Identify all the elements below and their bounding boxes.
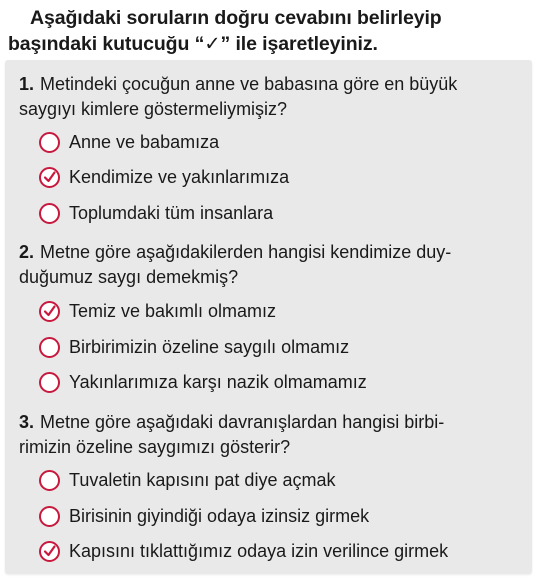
option-label: Kendimize ve yakınlarımıza: [69, 166, 290, 187]
answer-option[interactable]: [39, 466, 335, 494]
radio-circle-icon[interactable]: [39, 470, 60, 491]
question-1-text: [19, 72, 522, 122]
answer-option[interactable]: [39, 128, 219, 156]
question-line: Metne göre aşağıdakilerden hangisi kendimize duy-: [40, 242, 452, 262]
option-label: Anne ve babamıza: [69, 131, 220, 152]
question-line: Metindeki çocuğun anne ve babasına göre en büyük: [40, 74, 458, 94]
checkmark-icon: [42, 303, 58, 319]
checkmark-icon: [42, 169, 58, 185]
option-label: Kapısını tıklattığımız odaya izin verilince girmek: [69, 540, 449, 561]
answer-option[interactable]: [39, 297, 276, 325]
answer-option[interactable]: [39, 368, 367, 396]
question-line: duğumuz saygı demekmiş?: [19, 267, 239, 287]
radio-circle-icon[interactable]: [39, 132, 60, 153]
answer-option[interactable]: [39, 502, 369, 530]
answer-option[interactable]: [39, 537, 448, 565]
radio-circle-icon[interactable]: [39, 301, 60, 322]
option-label: Yakınlarımıza karşı nazik olmamamız: [69, 371, 367, 392]
answer-option[interactable]: [39, 199, 273, 227]
question-line: saygıyı kimlere göstermeliymişiz?: [19, 99, 288, 119]
option-label: Temiz ve bakımlı olmamız: [69, 300, 277, 321]
checkmark-icon: [42, 543, 58, 559]
question-2-text: [19, 240, 522, 290]
questions-panel: [5, 60, 532, 574]
question-3-text: [19, 410, 522, 460]
radio-circle-icon[interactable]: [39, 167, 60, 188]
option-label: Toplumdaki tüm insanlara: [69, 202, 274, 223]
radio-circle-icon[interactable]: [39, 372, 60, 393]
radio-circle-icon[interactable]: [39, 337, 60, 358]
radio-circle-icon[interactable]: [39, 541, 60, 562]
answer-option[interactable]: [39, 163, 289, 191]
answer-option[interactable]: [39, 333, 349, 361]
question-line: Metne göre aşağıdaki davranışlardan hangisi birbi-: [40, 412, 445, 432]
radio-circle-icon[interactable]: [39, 506, 60, 527]
question-number: 3.: [19, 412, 35, 432]
question-number: 2.: [19, 242, 35, 262]
option-label: Birisinin giyindiği odaya izinsiz girmek: [69, 505, 370, 526]
question-number: 1.: [19, 74, 35, 94]
question-line: rimizin özeline saygımızı gösterir?: [19, 437, 291, 457]
instruction-text: Aşağıdaki soruların doğru cevabını belirleyip başındaki kutucuğu “✓” ile işaretleyiniz.: [8, 7, 442, 55]
option-label: Tuvaletin kapısını pat diye açmak: [69, 469, 336, 490]
radio-circle-icon[interactable]: [39, 203, 60, 224]
option-label: Birbirimizin özeline saygılı olmamız: [69, 336, 350, 357]
